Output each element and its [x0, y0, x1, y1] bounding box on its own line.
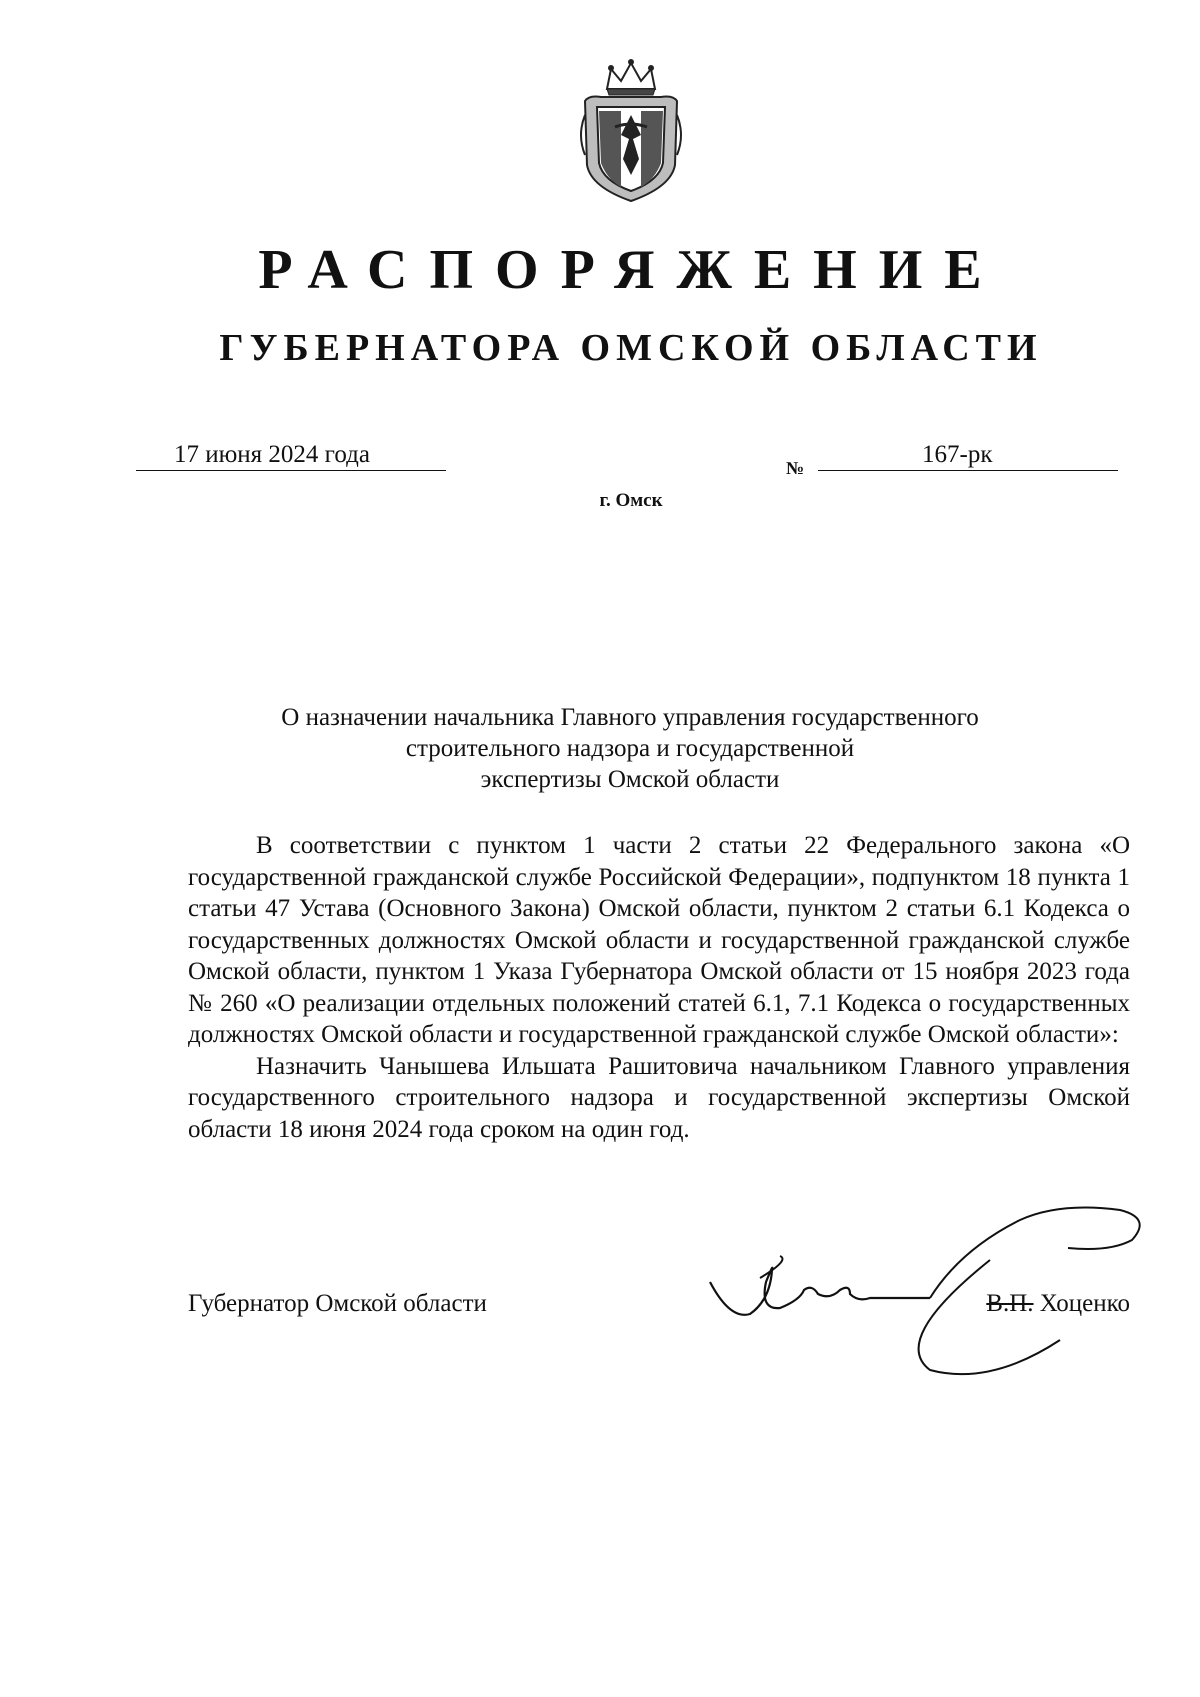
number-sign: №: [786, 458, 805, 478]
heading-line: О назначении начальника Главного управления государственного: [281, 704, 979, 731]
document-date-field: [136, 440, 446, 471]
body-paragraph: Назначить Чанышева Ильшата Рашитовича начальником Главного управления государственного строительного надзора и государственной экспертизы Омской области 18 июня 2024 года сроком на один год.: [188, 1052, 1130, 1143]
handwritten-signature: [700, 1190, 1160, 1380]
document-date: 17 июня 2024 года: [174, 441, 370, 468]
document-heading: [180, 702, 1080, 795]
document-title: РАСПОРЯЖЕНИЕ: [258, 239, 1004, 301]
signatory-initials: В.П.: [986, 1290, 1034, 1317]
heading-line: строительного надзора и государственной: [405, 735, 855, 762]
document-number: 167-рк: [922, 441, 993, 468]
coat-of-arms-icon: [571, 55, 691, 205]
document-number-field: [818, 440, 1118, 471]
heading-line: экспертизы Омской области: [480, 766, 780, 793]
body-paragraph: В соответствии с пунктом 1 части 2 статьи 22 Федерального закона «О государственной гражданской службе Российской Федерации», подпунктом 18 пункта 1 статьи 47 Устава (Основного Закона) Омской области, пунктом 2 статьи 6.1 Кодекса о государственных должностях Омской области и государственной гражданской службе Омской области, пунктом 1 Указа Губернатора Омской области от 15 ноября 2023 года № 260 «О реализации отдельных положений статей 6.1, 7.1 Кодекса о государственных должностях Омской области и государственной гражданской службе Омской области»:: [188, 832, 1130, 1048]
document-body: [188, 830, 1130, 1145]
signatory-name: [986, 1290, 1130, 1318]
signatory-surname: Хоценко: [1039, 1290, 1130, 1317]
document-city: г. Омск: [599, 490, 663, 511]
document-subtitle: ГУБЕРНАТОРА ОМСКОЙ ОБЛАСТИ: [219, 327, 1043, 369]
signatory-position: Губернатор Омской области: [188, 1290, 487, 1317]
